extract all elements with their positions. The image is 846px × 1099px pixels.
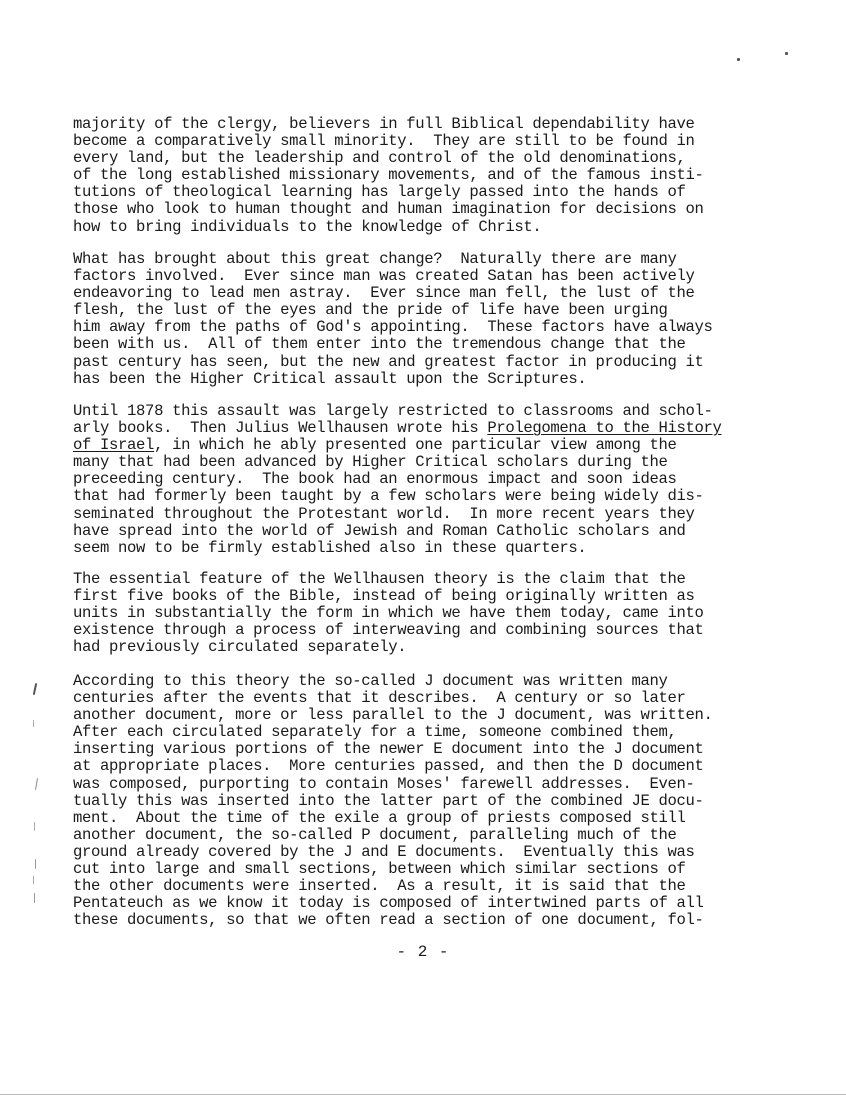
text-line: seem now to be firmly established also in these quarters. (73, 538, 587, 557)
text-line: What has brought about this great change? Naturally there are many (73, 250, 677, 268)
scan-speck (737, 58, 740, 61)
text-line: ground already covered by the J and E documents. Eventually this was (73, 842, 695, 861)
text-line: first five books of the Bible, instead of being originally written as (73, 587, 695, 606)
margin-mark (35, 859, 36, 869)
text-line: become a comparatively small minority. They are still to be found in (73, 132, 695, 151)
text-line: the other documents were inserted. As a result, it is said that the (73, 877, 686, 896)
margin-mark (33, 876, 34, 884)
paragraph-3 (73, 403, 803, 557)
text-line: units in substantially the form in which we have them today, came into (73, 604, 704, 623)
text-line: Until 1878 this assault was largely restricted to classrooms and schol- (73, 402, 713, 420)
text-line (73, 437, 803, 454)
margin-mark (34, 893, 35, 903)
text-line: inserting various portions of the newer E document into the J document (73, 740, 704, 759)
text-line: these documents, so that we often read a section of one document, fol- (73, 911, 704, 930)
text-line: factors involved. Ever since man was created Satan has been actively (73, 267, 695, 286)
text-line: Pentateuch as we know it today is composed of intertwined parts of all (73, 894, 704, 913)
text-line: has been the Higher Critical assault upon the Scriptures. (73, 369, 587, 388)
text-line: centuries after the events that it describes. A century or so later (73, 689, 686, 708)
text-line: endeavoring to lead men astray. Ever since man fell, the lust of the (73, 284, 695, 303)
text-line: existence through a process of interweaving and combining sources that (73, 621, 704, 640)
text-line: ment. About the time of the exile a group of priests composed still (73, 808, 686, 827)
book-title-underlined: of Israel (73, 436, 155, 455)
text-line: According to this theory the so-called J document was written many (73, 672, 668, 690)
text-line: have spread into the world of Jewish and Roman Catholic scholars and (73, 521, 686, 540)
paragraph-4 (73, 571, 803, 656)
margin-mark (34, 822, 35, 831)
text-line: tually this was inserted into the latter part of the combined JE docu- (73, 791, 704, 810)
paragraph-2 (73, 251, 803, 388)
paragraph-5 (73, 673, 803, 929)
margin-mark (33, 720, 34, 727)
text-line: those who look to human thought and human imagination for decisions on (73, 200, 704, 219)
text-line: was composed, purporting to contain Moses' farewell addresses. Even- (73, 774, 695, 793)
text-line: been with us. All of them enter into the tremendous change that the (73, 335, 686, 354)
text-line (73, 420, 803, 437)
text-run: arly books. Then Julius Wellhausen wrote his (73, 419, 488, 438)
margin-mark (33, 683, 37, 695)
text-line: how to bring individuals to the knowledge of Christ. (73, 217, 542, 236)
text-line: that had formerly been taught by a few scholars were being widely dis- (73, 487, 704, 506)
page-number: - 2 - (396, 943, 450, 961)
text-line: After each circulated separately for a time, someone combined them, (73, 723, 677, 742)
text-run: , in which he ably presented one particular view among the (154, 436, 677, 455)
text-line: him away from the paths of God's appointing. These factors have always (73, 318, 713, 337)
paragraph-1 (73, 116, 803, 236)
book-title-underlined: Prolegomena to the History (487, 419, 722, 438)
scan-edge (0, 1094, 846, 1095)
text-line: another document, the so-called P document, paralleling much of the (73, 825, 677, 844)
text-line: seminated throughout the Protestant world. In more recent years they (73, 504, 695, 523)
text-line: many that had been advanced by Higher Critical scholars during the (73, 453, 668, 472)
text-line: The essential feature of the Wellhausen theory is the claim that the (73, 570, 686, 588)
text-line: majority of the clergy, believers in full Biblical dependability have (73, 115, 695, 133)
scan-speck (785, 52, 788, 55)
text-line: preceeding century. The book had an enormous impact and soon ideas (73, 470, 677, 489)
text-line: past century has seen, but the new and greatest factor in producing it (73, 352, 704, 371)
text-line: flesh, the lust of the eyes and the pride of life have been urging (73, 301, 668, 320)
text-line: cut into large and small sections, between which similar sections of (73, 860, 686, 879)
text-line: of the long established missionary movements, and of the famous insti- (73, 166, 704, 185)
text-line: another document, more or less parallel to the J document, was written. (73, 706, 713, 725)
text-line: at appropriate places. More centuries passed, and then the D document (73, 757, 704, 776)
text-line: tutions of theological learning has largely passed into the hands of (73, 183, 686, 202)
margin-mark (35, 778, 38, 790)
text-line: had previously circulated separately. (73, 638, 407, 657)
text-line: every land, but the leadership and control of the old denominations, (73, 149, 686, 168)
